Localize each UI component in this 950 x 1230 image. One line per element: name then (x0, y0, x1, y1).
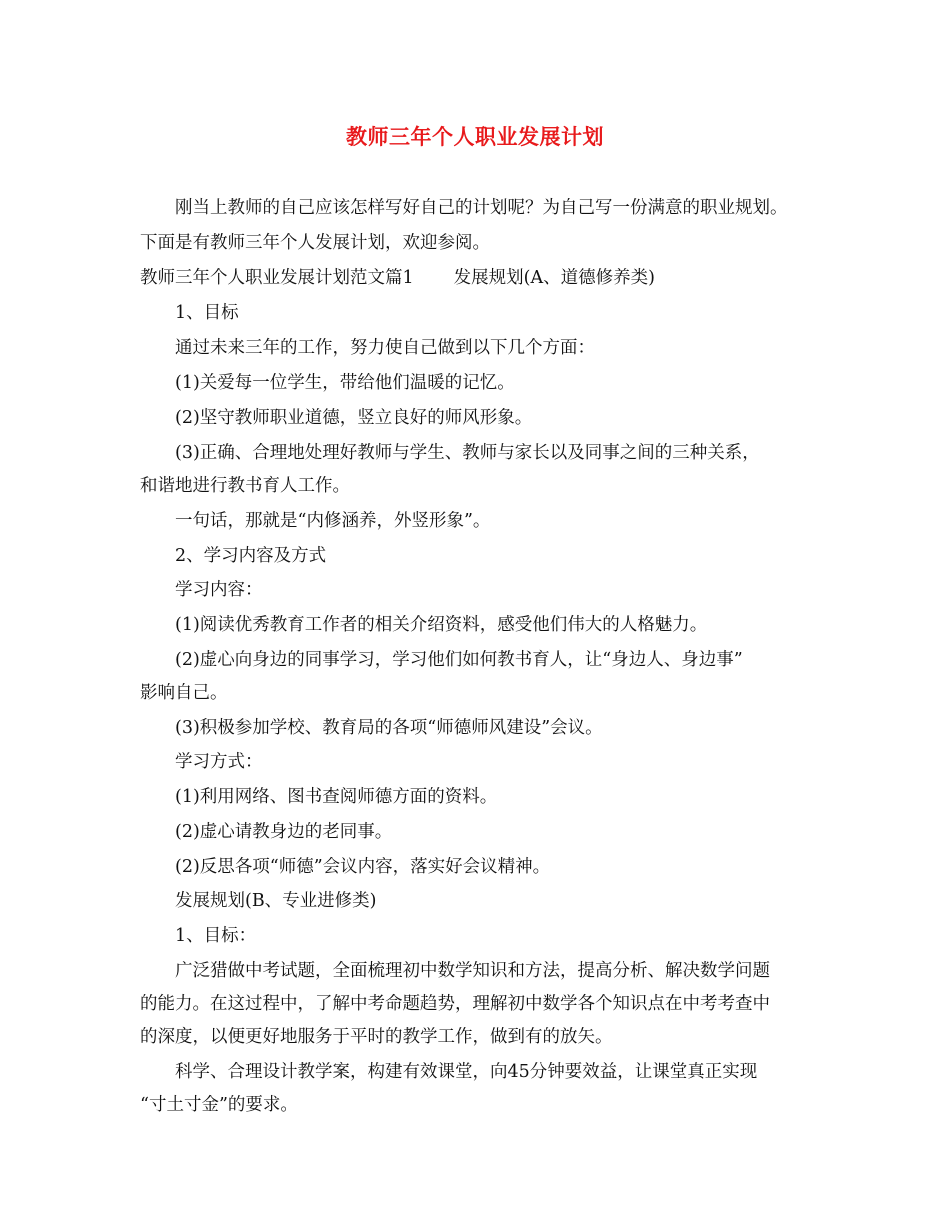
method-item-2: (2)虚心请教身边的老同事。 (175, 822, 393, 842)
study-method-label: 学习方式： (175, 752, 263, 772)
study-content-label: 学习内容： (175, 580, 263, 600)
plan-b-paragraph-2-line-1: 科学、合理设计教学案，构建有效课堂，向45分钟要效益，让课堂真正实现 (175, 1062, 758, 1082)
intro-line-2: 下面是有教师三年个人发展计划，欢迎参阅。 (140, 233, 490, 253)
plan-b-paragraph-2-line-2: “寸土寸金”的要求。 (140, 1095, 298, 1115)
study-heading: 2、学习内容及方式 (175, 546, 327, 566)
content-item-3: (3)积极参加学校、教育局的各项“师德师风建设”会议。 (175, 718, 603, 738)
section-heading-title: 教师三年个人职业发展计划范文篇1 (140, 268, 414, 288)
plan-b-paragraph-1-line-2: 的能力。在这过程中，了解中考命题趋势，理解初中数学各个知识点在中考考查中 (140, 994, 770, 1014)
method-item-3: (2)反思各项“师德”会议内容，落实好会议精神。 (175, 857, 551, 877)
plan-b-heading: 发展规划(B、专业进修类) (175, 891, 377, 911)
content-item-2-line-2: 影响自己。 (140, 683, 228, 703)
goal-heading: 1、目标 (175, 303, 239, 323)
goal-item-3-line-1: (3)正确、合理地处理好教师与学生、教师与家长以及同事之间的三种关系， (175, 443, 760, 463)
document-title: 教师三年个人职业发展计划 (346, 124, 604, 149)
content-item-2-line-1: (2)虚心向身边的同事学习，学习他们如何教书育人，让“身边人、身边事” (175, 650, 743, 670)
plan-b-paragraph-1-line-1: 广泛猎做中考试题，全面梳理初中数学知识和方法，提高分析、解决数学问题 (175, 961, 770, 981)
goal-intro: 通过未来三年的工作，努力使自己做到以下几个方面： (175, 338, 595, 358)
section-heading (140, 266, 655, 290)
summary-line: 一句话，那就是“内修涵养，外竖形象”。 (175, 511, 491, 531)
content-item-1: (1)阅读优秀教育工作者的相关介绍资料，感受他们伟大的人格魅力。 (175, 615, 708, 635)
plan-b-paragraph-1-line-3: 的深度，以便更好地服务于平时的教学工作，做到有的放矢。 (140, 1027, 613, 1047)
plan-b-goal-heading: 1、目标： (175, 926, 257, 946)
goal-item-3-line-2: 和谐地进行教书育人工作。 (140, 476, 350, 496)
section-heading-subtitle: 发展规划(A、道德修养类) (453, 268, 655, 288)
intro-line-1: 刚当上教师的自己应该怎样写好自己的计划呢？为自己写一份满意的职业规划。 (175, 198, 788, 218)
goal-item-1: (1)关爱每一位学生，带给他们温暖的记忆。 (175, 373, 515, 393)
method-item-1: (1)利用网络、图书查阅师德方面的资料。 (175, 787, 498, 807)
goal-item-2: (2)坚守教师职业道德，竖立良好的师风形象。 (175, 408, 533, 428)
